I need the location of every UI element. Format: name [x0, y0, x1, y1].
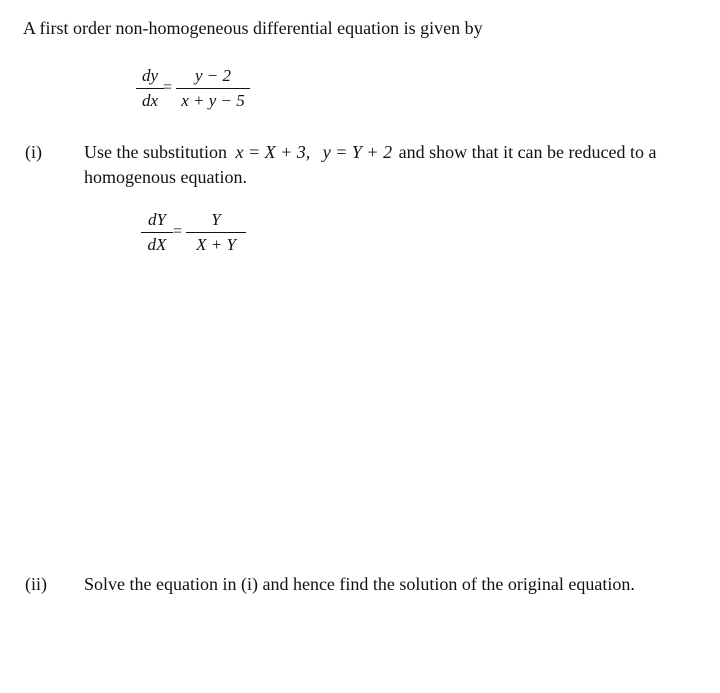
part-ii-label: (ii) [25, 574, 47, 594]
part-i-label: (i) [25, 142, 42, 162]
part-ii-text: Solve the equation in (i) and hence find the solution of the original equation. [84, 574, 635, 594]
eq2-equals: = [173, 223, 183, 240]
eq1-lhs-fraction-bar [136, 88, 164, 89]
eq2-lhs-numerator: dY [148, 210, 166, 229]
eq2-rhs-denominator: X + Y [196, 235, 236, 254]
eq1-rhs-fraction-bar [176, 88, 250, 89]
eq2-rhs-fraction [186, 210, 246, 255]
eq1-lhs-numerator: dy [141, 66, 159, 85]
eq2-rhs-fraction-bar [186, 232, 246, 233]
substitution-y: y = Y + 2 [322, 142, 393, 162]
part-i-suffix: and show that it can be reduced to a [398, 142, 657, 162]
eq2-rhs-numerator: Y [211, 210, 221, 229]
part-i-text-line2: homogenous equation. [84, 167, 247, 187]
eq1-lhs-fraction [136, 66, 164, 111]
eq2-lhs-fraction [141, 210, 173, 255]
eq2-lhs-fraction-bar [141, 232, 173, 233]
substitution-x: x = X + 3, [235, 142, 311, 162]
part-i-prefix: Use the substitution [84, 142, 227, 162]
eq2-lhs-denominator: dX [147, 235, 167, 254]
eq1-rhs-fraction [176, 66, 250, 111]
part-i-text-line1 [84, 141, 656, 163]
eq1-lhs-denominator: dx [141, 91, 159, 110]
eq1-equals: = [163, 79, 173, 96]
intro-text: A first order non-homogeneous differential equation is given by [23, 18, 483, 38]
eq1-rhs-numerator: y − 2 [194, 66, 232, 85]
eq1-rhs-denominator: x + y − 5 [181, 91, 245, 110]
